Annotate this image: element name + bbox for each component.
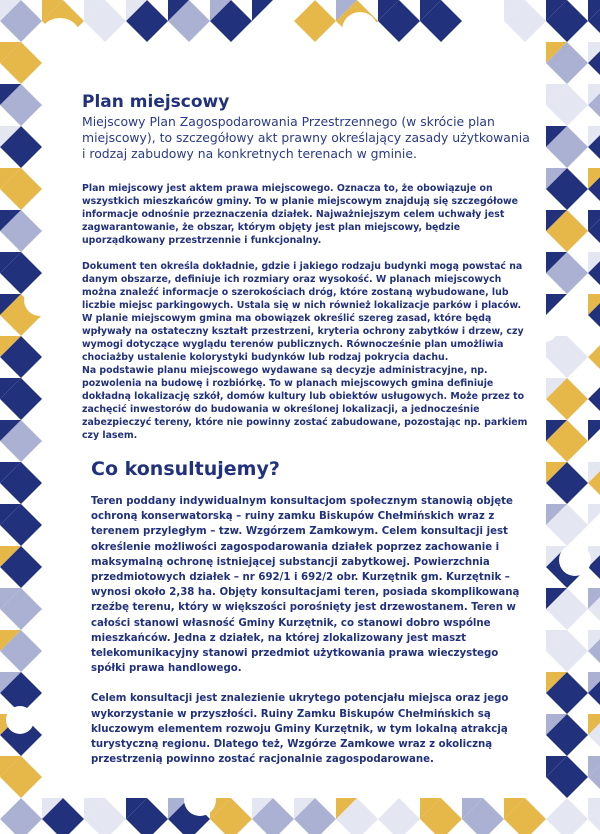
body-paragraph: Na podstawie planu miejscowego wydawane są decyzje administracyjne, np. pozwolenia na budowę i rozbiórkę. To w planach miejscowych gmina definiuje dokładną lokalizację szkół, domów kultury lub obiektów usługowych. Może przez to zachęcić inwestorów do budowania w określonej lokalizacji, a jednocześnie zabezpieczyć tereny, które nie powinny zostać zabudowane, pozostając np. parkiem czy lasem. bbox=[82, 365, 528, 441]
pattern-circle bbox=[6, 706, 34, 734]
section-plan-miejscowy bbox=[82, 92, 532, 162]
lead-paragraph: Miejscowy Plan Zagospodarowania Przestrzennego (w skrócie plan miejscowy), to szczegółowy akt prawny określający zasady użytkowania i rodzaj zabudowy na konkretnych terenach w gminie. bbox=[82, 114, 530, 161]
pattern-circle bbox=[559, 544, 591, 576]
pattern-circle bbox=[38, 18, 82, 62]
heading-plan-miejscowy: Plan miejscowy bbox=[82, 92, 230, 112]
consultation-body-text bbox=[91, 494, 531, 782]
pattern-circle bbox=[24, 284, 56, 316]
body-paragraph: Celem konsultacji jest znalezienie ukrytego potencjału miejsca oraz jego wykorzystanie w przyszłości. Ruiny Zamku Biskupów Chełmińskich są kluczowym elementem rozwoju Gminy Kurzętnik, w tym lokalną atrakcją turystyczną regionu. Dlatego też, Wzgórze Zamkowe wraz z okoliczną przestrzenią powinno zostać racjonalnie zagospodarowane. bbox=[91, 693, 509, 766]
body-paragraph: Teren poddany indywidualnym konsultacjom społecznym stanowią objęte ochroną konserwatorską – ruiny zamku Biskupów Chełmińskich wraz z terenem przyległym – tzw. Wzgórzem Zamkowym. Celem konsultacji jest określenie możliwości zagospodarowania działek poprzez zachowanie i maksymalną ochronę istniejącej substancji zabytkowej. Powierzchnia przedmiotowych działek – nr 692/1 i 692/2 obr. Kurzętnik gm. Kurzętnik – wynosi około 2,38 ha. Objęty konsultacjami teren, posiada skomplikowaną rzeźbę terenu, który w większości porośnięty jest drzewostanem. Teren w całości stanowi własność Gminy Kurzętnik, co stanowi dobro wspólne mieszkańców. Jedna z działek, na której zlokalizowany jest maszt telekomunikacyjny stanowi przedmiot użytkowania prawa wieczystego spółki prawa handlowego. bbox=[91, 496, 520, 675]
pattern-circle bbox=[533, 318, 557, 342]
body-paragraph: Dokument ten określa dokładnie, gdzie i jakiego rodzaju budynki mogą powstać na danym obszarze, definiuje ich rozmiary oraz wysokość. W planach miejscowych można znaleźć informacje o szerokościach dróg, które zostaną wybudowane, lub liczbie miejsc parkingowych. Ustala się w nich również lokalizacje parków i placów. W planie miejscowym gmina ma obowiązek określić szereg zasad, które będą wpływały na ostateczny kształt przestrzeni, kryteria ochrony zabytków i drzew, czy wymogi dotyczące wyglądu terenów publicznych. Równocześnie plan umożliwia chociażby ustalenie kolorystyki budynków lub rodzaj pokrycia dachu. bbox=[82, 261, 524, 363]
plan-body-text bbox=[82, 182, 530, 455]
body-paragraph: Plan miejscowy jest aktem prawa miejscowego. Oznacza to, że obowiązuje on wszystkich mieszkańców gminy. To w planie miejscowym znajdują się szczegółowe informacje odnośnie przeznaczenia działek. Najważniejszym celem uchwały jest zagwarantowanie, że obszar, którym objęty jest plan miejscowy, będzie uporządkowany przestrzennie i funkcjonalny. bbox=[82, 183, 519, 246]
heading-co-konsultujemy: Co konsultujemy? bbox=[91, 458, 280, 480]
pattern-circle bbox=[342, 12, 378, 48]
